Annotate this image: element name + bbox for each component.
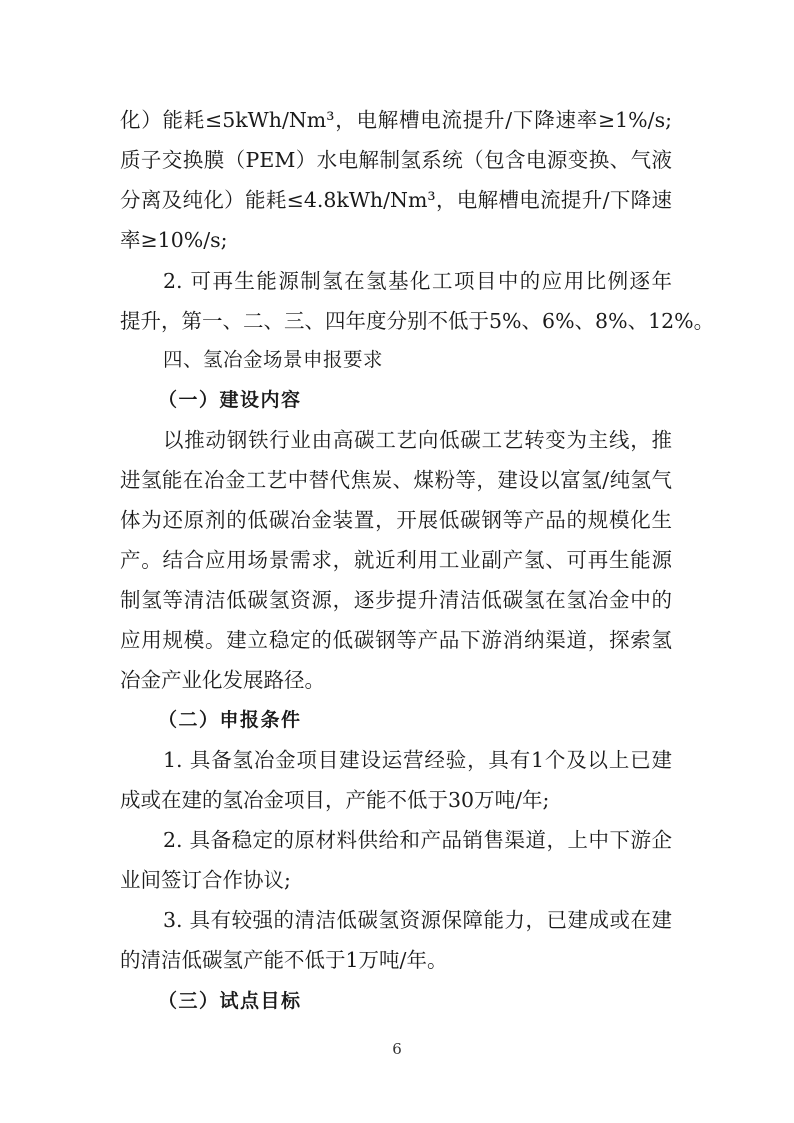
body-line: 的清洁低碳氢产能不低于1万吨/年。: [120, 948, 448, 972]
subsection-heading-construction: （一）建设内容: [158, 389, 302, 411]
body-line: 质子交换膜（PEM）水电解制氢系统（包含电源变换、气液: [120, 148, 672, 172]
body-line: 率≥10%/s;: [120, 228, 228, 252]
list-item-2: 2. 具备稳定的原材料供给和产品销售渠道，上中下游企: [163, 828, 672, 852]
body-line: 制氢等清洁低碳氢资源，逐步提升清洁低碳氢在氢冶金中的: [120, 588, 672, 612]
subsection-heading-targets: （三）试点目标: [158, 990, 302, 1012]
body-line: 业间签订合作协议;: [120, 868, 291, 892]
body-line: 冶金产业化发展路径。: [120, 668, 325, 692]
body-line: 提升，第一、二、三、四年度分别不低于5%、6%、8%、12%。: [120, 309, 715, 333]
section-heading-4: 四、氢冶金场景申报要求: [163, 348, 384, 371]
body-line: 体为还原剂的低碳冶金装置，开展低碳钢等产品的规模化生: [120, 508, 672, 532]
body-line: 应用规模。建立稳定的低碳钢等产品下游消纳渠道，探索氢: [120, 628, 672, 652]
body-line: 化）能耗≤5kWh/Nm³，电解槽电流提升/下降速率≥1%/s;: [120, 108, 672, 132]
list-item-2: 2. 可再生能源制氢在氢基化工项目中的应用比例逐年: [163, 269, 672, 293]
body-line: 分离及纯化）能耗≤4.8kWh/Nm³，电解槽电流提升/下降速: [120, 188, 672, 212]
body-line: 产。结合应用场景需求，就近利用工业副产氢、可再生能源: [120, 548, 672, 572]
list-item-1: 1. 具备氢冶金项目建设运营经验，具有1个及以上已建: [163, 748, 672, 772]
body-line: 进氢能在冶金工艺中替代焦炭、煤粉等，建设以富氢/纯氢气: [120, 468, 672, 492]
body-line: 以推动钢铁行业由高碳工艺向低碳工艺转变为主线，推: [163, 428, 672, 452]
body-line: 成或在建的氢冶金项目，产能不低于30万吨/年;: [120, 788, 550, 812]
subsection-heading-conditions: （二）申报条件: [158, 709, 302, 731]
list-item-3: 3. 具有较强的清洁低碳氢资源保障能力，已建成或在建: [163, 908, 672, 932]
page-number: 6: [392, 1040, 402, 1058]
